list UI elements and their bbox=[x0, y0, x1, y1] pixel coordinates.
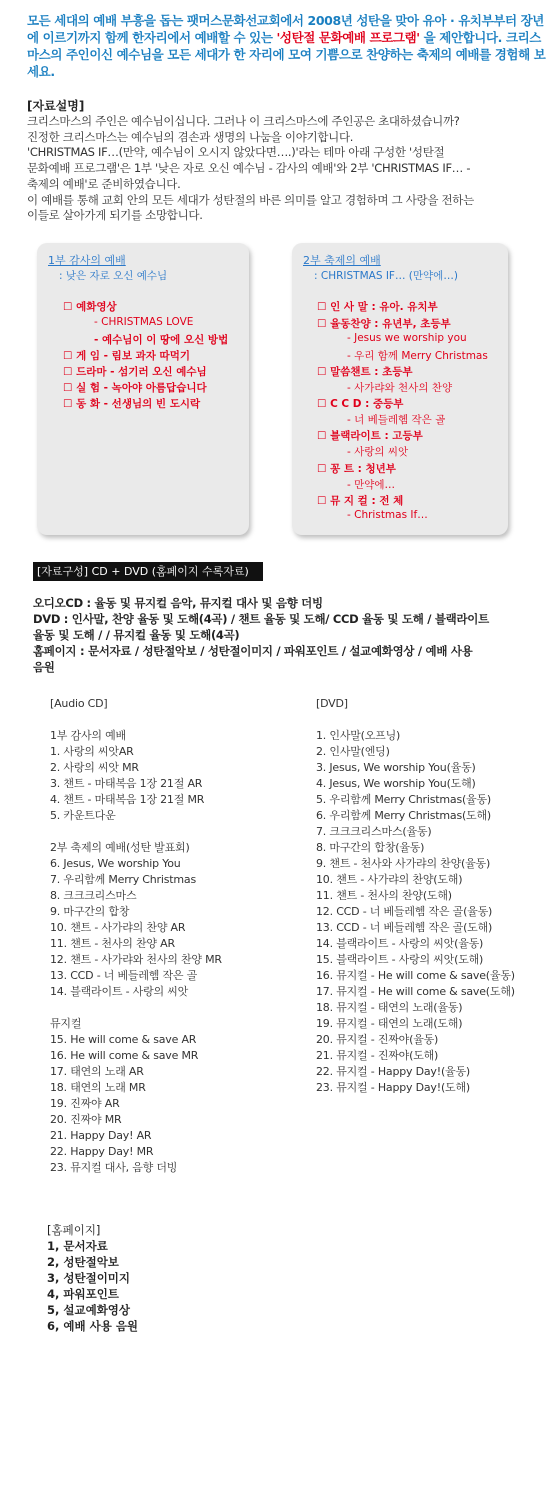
part2-item: ☐ 인 사 말 : 유아. 유치부 bbox=[317, 301, 438, 313]
list-item: 11. 챈트 - 천사의 찬양 AR bbox=[50, 937, 175, 950]
part1-item: ☐ 예화영상 bbox=[63, 301, 117, 313]
part2-title: 2부 축제의 예배 bbox=[303, 254, 381, 267]
dvd-heading: [DVD] bbox=[316, 697, 348, 710]
composition-tag: [자료구성] CD + DVD (홈페이지 수록자료) bbox=[33, 562, 263, 581]
list-item: 뮤지컬 bbox=[50, 1017, 82, 1030]
part2-item: ☐ 말씀챈트 : 초등부 bbox=[317, 366, 413, 378]
list-item: 22. 뮤지컬 - Happy Day!(율동) bbox=[316, 1065, 470, 1078]
list-item: 20. 뮤지컬 - 진짜야(율동) bbox=[316, 1033, 439, 1046]
part1-item: ☐ 실 험 - 녹아야 아름답습니다 bbox=[63, 382, 207, 394]
part1-item: ☐ 게 임 - 림보 과자 따먹기 bbox=[63, 350, 190, 362]
composition-line: 음원 bbox=[33, 660, 55, 674]
list-item: 1, 문서자료 bbox=[47, 1239, 108, 1253]
list-item: 8. 마구간의 합창(율동) bbox=[316, 841, 425, 854]
list-item: 15. He will come & save AR bbox=[50, 1033, 197, 1046]
list-item: 17. 뮤지컬 - He will come & save(도해) bbox=[316, 985, 515, 998]
list-item: 1부 감사의 예배 bbox=[50, 729, 126, 742]
part1-subtitle: : 낮은 자로 오신 예수님 bbox=[59, 270, 168, 282]
description-line: 이 예배를 통해 교회 안의 모든 세대가 성탄절의 바른 의미를 알고 경험하며 그 사랑을 전하는 bbox=[27, 192, 474, 207]
part2-subitem: - Christmas If… bbox=[347, 509, 428, 521]
part1-item: ☐ 드라마 - 섬기러 오신 예수님 bbox=[63, 366, 207, 378]
list-item: 1. 인사말(오프닝) bbox=[316, 729, 401, 742]
list-item: 19. 진짜야 AR bbox=[50, 1097, 120, 1110]
part2-subitem: - 너 베들레헴 작은 골 bbox=[347, 414, 446, 426]
list-item: 5. 우리함께 Merry Christmas(율동) bbox=[316, 793, 492, 806]
part2-subtitle: : CHRISTMAS IF… (만약에…) bbox=[314, 270, 458, 282]
list-item: 4. 챈트 - 마태복음 1장 21절 MR bbox=[50, 793, 205, 806]
part2-item: ☐ C C D : 중등부 bbox=[317, 398, 404, 410]
list-item: 10. 챈트 - 사가랴의 찬양 AR bbox=[50, 921, 186, 934]
audio-cd-list bbox=[50, 696, 222, 1176]
intro-highlight: '성탄절 문화예배 프로그램' bbox=[276, 30, 420, 45]
list-item: 23. 뮤지컬 - Happy Day!(도해) bbox=[316, 1081, 470, 1094]
list-item: 5, 설교예화영상 bbox=[47, 1303, 131, 1317]
list-item: 3, 성탄절이미지 bbox=[47, 1271, 131, 1285]
homepage-heading: [홈페이지] bbox=[47, 1223, 101, 1237]
homepage-list bbox=[47, 1222, 138, 1334]
list-item: 8. 크크크리스마스 bbox=[50, 889, 137, 902]
list-item: 4, 파워포인트 bbox=[47, 1287, 119, 1301]
list-item: 2. 인사말(엔딩) bbox=[316, 745, 390, 758]
list-item: 2, 성탄절악보 bbox=[47, 1255, 119, 1269]
list-item: 17. 태연의 노래 AR bbox=[50, 1065, 144, 1078]
list-item: 21. Happy Day! AR bbox=[50, 1129, 152, 1142]
composition-line: DVD : 인사말, 찬양 율동 및 도해(4곡) / 챈트 율동 및 도해/ CCD 율동 및 도해 / 블랙라이트 bbox=[33, 612, 489, 626]
part2-subitem: - 사랑의 씨앗 bbox=[347, 446, 409, 458]
composition-body bbox=[33, 595, 533, 675]
list-item: 14. 블랙라이트 - 사랑의 씨앗 bbox=[50, 985, 189, 998]
description-heading: [자료설명] bbox=[27, 99, 85, 113]
list-item: 7. 크크크리스마스(율동) bbox=[316, 825, 432, 838]
description-line: 진정한 크리스마스는 예수님의 겸손과 생명의 나눔을 이야기합니다. bbox=[27, 129, 354, 144]
list-item: 4. Jesus, We worship You(도해) bbox=[316, 777, 476, 790]
part1-subitem: - 예수님이 이 땅에 오신 방법 bbox=[94, 334, 229, 346]
part2-card bbox=[292, 243, 508, 535]
list-item: 16. 뮤지컬 - He will come & save(율동) bbox=[316, 969, 515, 982]
list-item: 3. 챈트 - 마태복음 1장 21절 AR bbox=[50, 777, 203, 790]
intro-part1: 모든 세대의 예배 부흥을 돕는 팻머스문화선교회에서 2008년 성탄을 맞아 유아 · 유치부부터 장년에 이르기까지 함께 한자리에서 예배할 수 있는 bbox=[27, 13, 544, 45]
list-item: 6, 예배 사용 음원 bbox=[47, 1319, 139, 1333]
list-item: 5. 카운트다운 bbox=[50, 809, 116, 822]
list-item: 2부 축제의 예배(성탄 발표회) bbox=[50, 841, 190, 854]
composition-line: 오디오CD : 율동 및 뮤지컬 음악, 뮤지컬 대사 및 음향 더빙 bbox=[33, 596, 323, 610]
part1-title: 1부 감사의 예배 bbox=[48, 254, 126, 267]
part2-item: ☐ 블랙라이트 : 고등부 bbox=[317, 430, 423, 442]
list-item: 11. 챈트 - 천사의 찬양(도해) bbox=[316, 889, 452, 902]
list-item: 1. 사랑의 씨앗AR bbox=[50, 745, 134, 758]
list-item: 12. CCD - 너 베들레헴 작은 골(율동) bbox=[316, 905, 493, 918]
part2-subitem: - Jesus we worship you bbox=[347, 332, 467, 344]
list-item: 10. 챈트 - 사가랴의 찬양(도해) bbox=[316, 873, 463, 886]
list-item: 14. 블랙라이트 - 사랑의 씨앗(율동) bbox=[316, 937, 484, 950]
description-body bbox=[27, 114, 547, 224]
description-line: 축제의 예배'로 준비하였습니다. bbox=[27, 176, 181, 191]
part2-subitem: - 만약에… bbox=[347, 479, 396, 491]
list-item: 13. CCD - 너 베들레헴 작은 골(도해) bbox=[316, 921, 493, 934]
intro-part2: 을 제안합니다. 크리스마스의 주인이신 예수님을 모든 세대가 한 자리에 모여 기쁨으로 찬양하는 축제의 예배를 경험해 보세요. bbox=[27, 30, 546, 79]
list-item: 9. 챈트 - 천사와 사가랴의 찬양(율동) bbox=[316, 857, 491, 870]
part1-subitem: - CHRISTMAS LOVE bbox=[94, 316, 194, 328]
part2-item: ☐ 꽁 트 : 청년부 bbox=[317, 463, 396, 475]
part2-item: ☐ 율동찬양 : 유년부, 초등부 bbox=[317, 318, 451, 330]
composition-line: 홈페이지 : 문서자료 / 성탄절악보 / 성탄절이미지 / 파워포인트 / 설교예화영상 / 예배 사용 bbox=[33, 644, 473, 658]
list-item: 12. 챈트 - 사가랴와 천사의 찬양 MR bbox=[50, 953, 222, 966]
list-item: 13. CCD - 너 베들레헴 작은 골 bbox=[50, 969, 198, 982]
audio-cd-heading: [Audio CD] bbox=[50, 697, 108, 710]
dvd-list bbox=[316, 696, 515, 1096]
description-line: 문화예배 프로그램'은 1부 '낮은 자로 오신 예수님 - 감사의 예배'와 2부 'CHRISTMAS IF… - bbox=[27, 161, 471, 176]
list-item: 18. 뮤지컬 - 태연의 노래(율동) bbox=[316, 1001, 463, 1014]
list-item: 3. Jesus, We worship You(율동) bbox=[316, 761, 476, 774]
list-item: 22. Happy Day! MR bbox=[50, 1145, 154, 1158]
part1-card bbox=[37, 243, 249, 535]
description-line: 이들로 살아가게 되기를 소망합니다. bbox=[27, 208, 203, 223]
list-item: 9. 마구간의 합창 bbox=[50, 905, 130, 918]
list-item: 23. 뮤지컬 대사, 음향 더빙 bbox=[50, 1161, 178, 1174]
description-line: 크리스마스의 주인은 예수님이십니다. 그러나 이 크리스마스에 주인공은 초대하셨습니까? bbox=[27, 114, 460, 128]
list-item: 16. He will come & save MR bbox=[50, 1049, 199, 1062]
part1-item: ☐ 동 화 - 선생님의 빈 도시락 bbox=[63, 398, 201, 410]
list-item: 20. 진짜야 MR bbox=[50, 1113, 122, 1126]
list-item: 15. 블랙라이트 - 사랑의 씨앗(도해) bbox=[316, 953, 484, 966]
list-item: 2. 사랑의 씨앗 MR bbox=[50, 761, 139, 774]
list-item: 6. Jesus, We worship You bbox=[50, 857, 181, 870]
part2-subitem: - 우리 함께 Merry Christmas bbox=[347, 350, 488, 362]
composition-line: 율동 및 도해 / / 뮤지컬 율동 및 도해(4곡) bbox=[33, 628, 240, 642]
list-item: 18. 태연의 노래 MR bbox=[50, 1081, 146, 1094]
list-item: 19. 뮤지컬 - 태연의 노래(도해) bbox=[316, 1017, 463, 1030]
intro-text bbox=[27, 12, 547, 80]
part2-subitem: - 사가랴와 천사의 찬양 bbox=[347, 382, 453, 394]
list-item: 7. 우리함께 Merry Christmas bbox=[50, 873, 196, 886]
part2-item: ☐ 뮤 지 컬 : 전 체 bbox=[317, 495, 404, 507]
list-item: 6. 우리함께 Merry Christmas(도해) bbox=[316, 809, 492, 822]
list-item: 21. 뮤지컬 - 진짜야(도해) bbox=[316, 1049, 439, 1062]
description-line: 'CHRISTMAS IF…(만약, 예수님이 오시지 않았다면….)'라는 테마 아래 구성한 '성탄절 bbox=[27, 145, 445, 160]
